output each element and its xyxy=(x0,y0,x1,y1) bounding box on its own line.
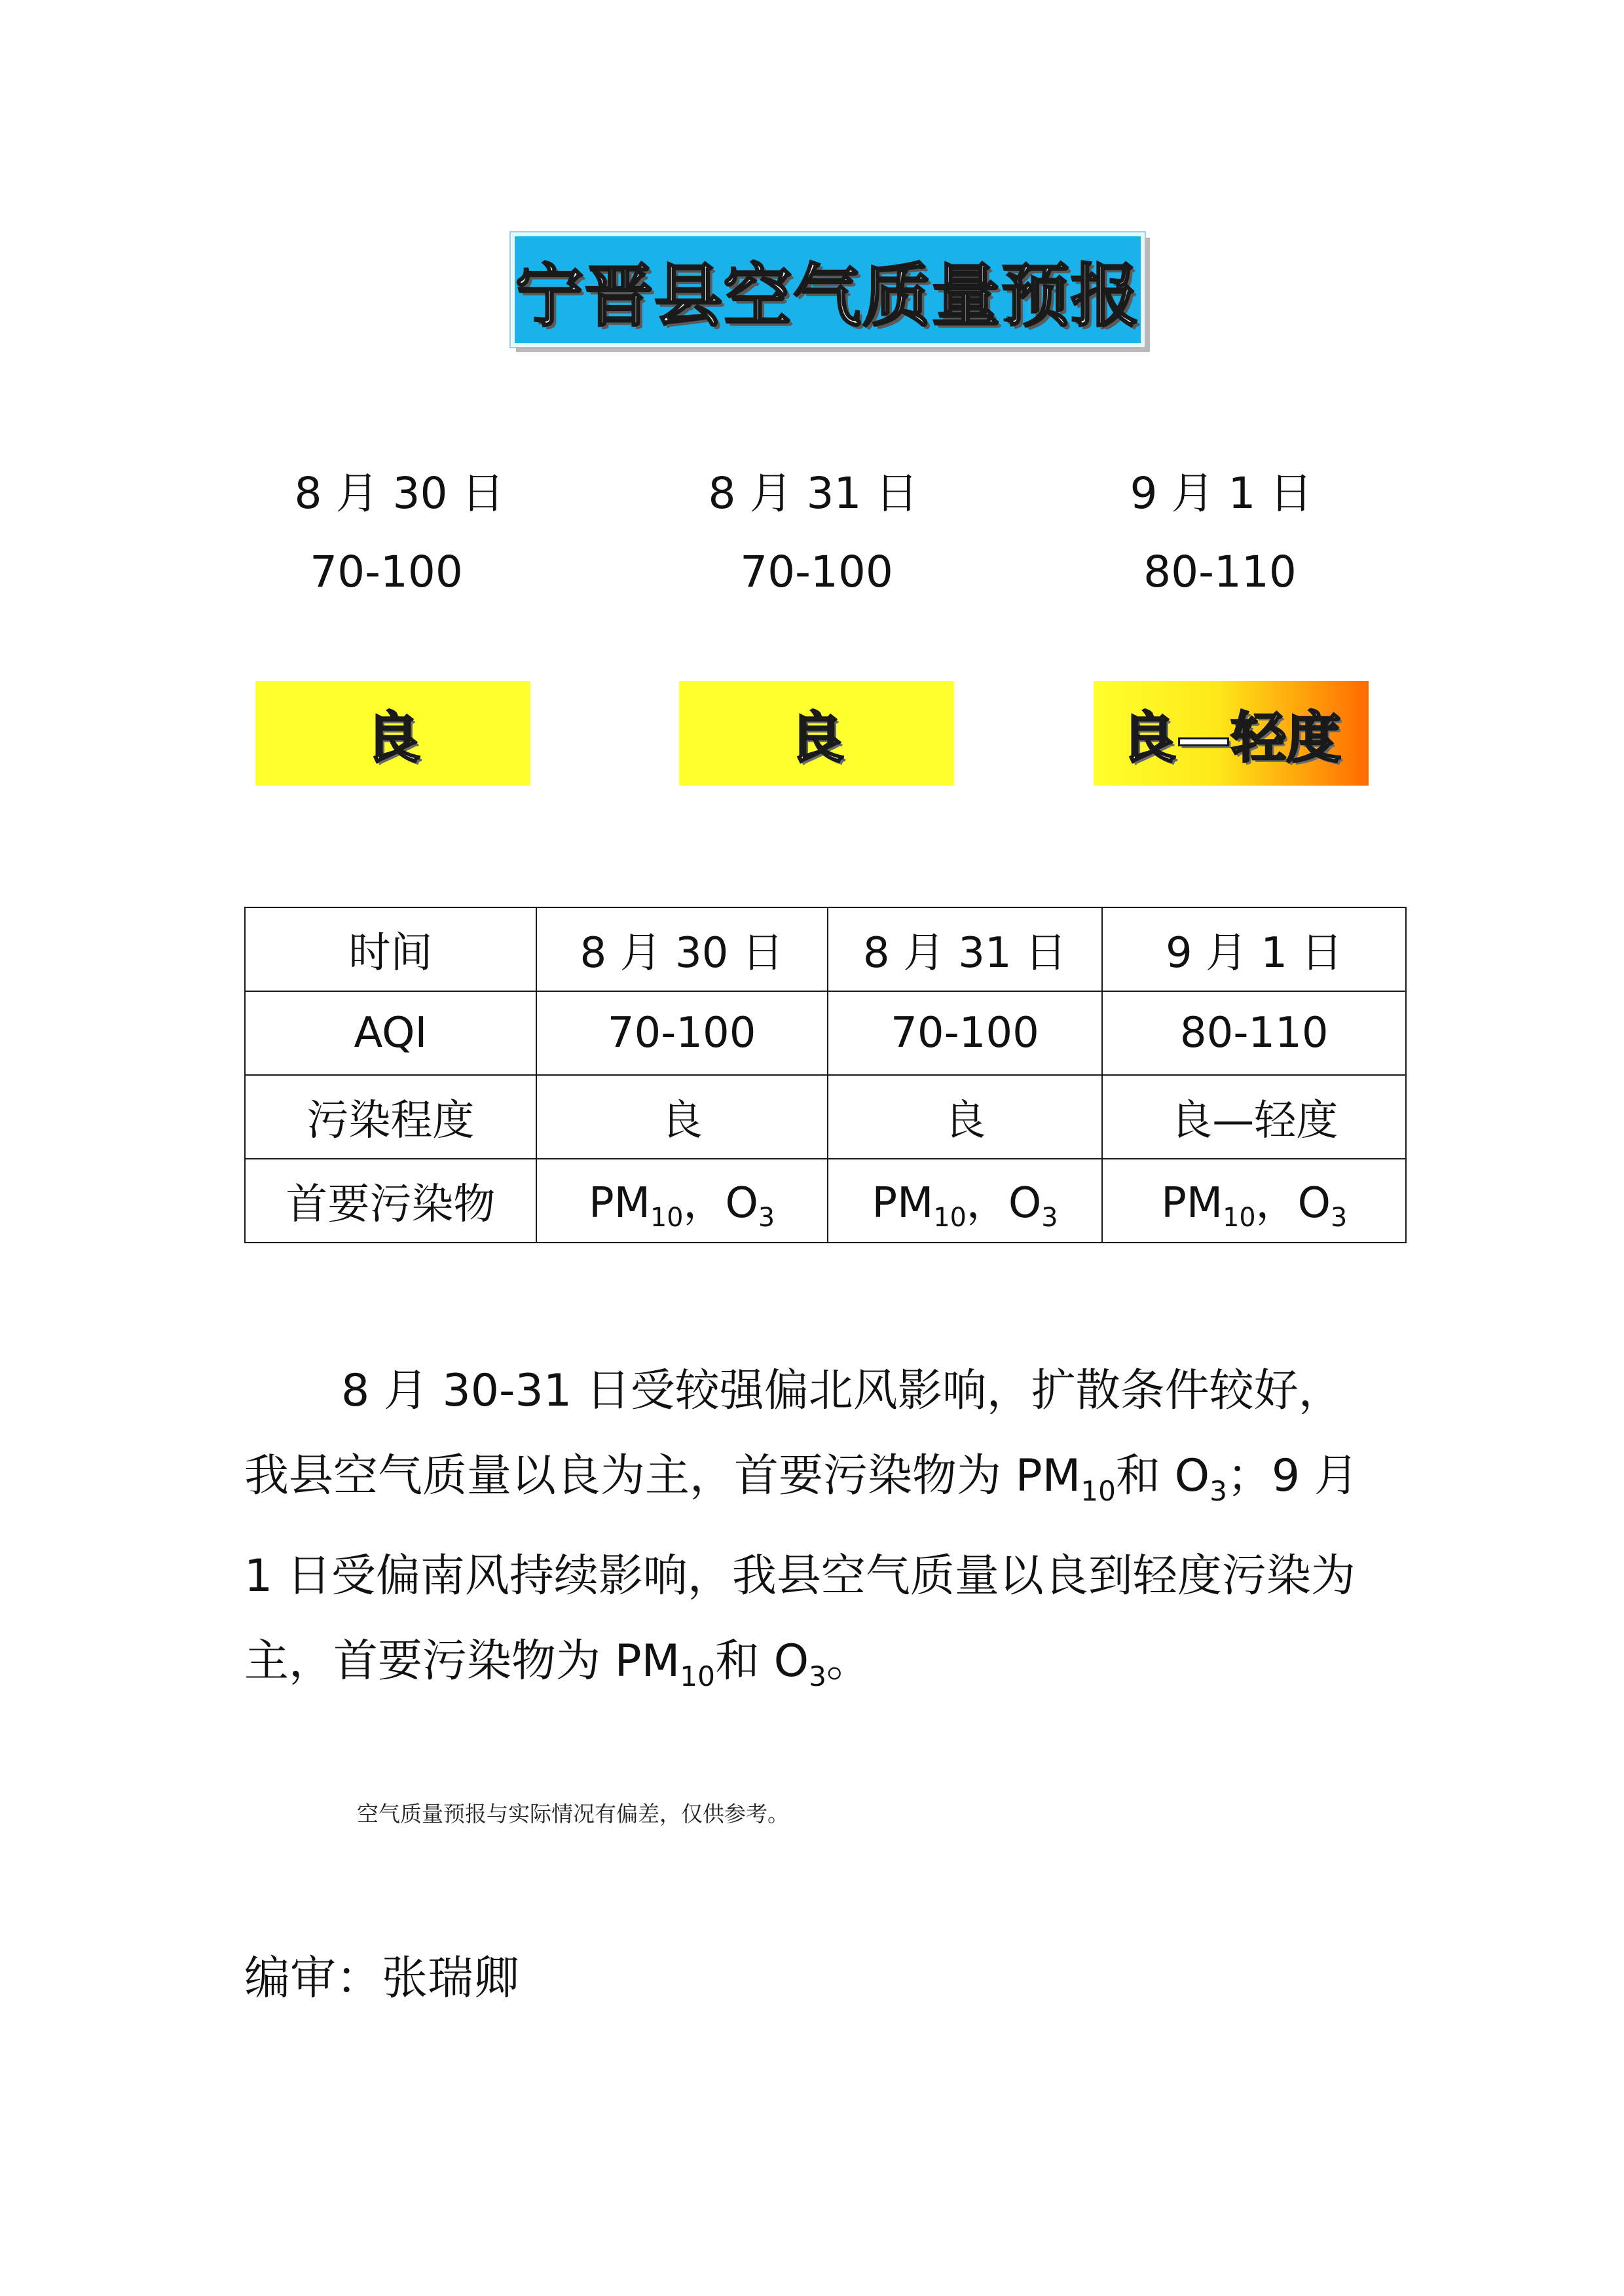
pollutant-o-sub: 3 xyxy=(1330,1202,1348,1233)
table-cell: 80-110 xyxy=(1102,991,1406,1075)
description-sub-4: 3 xyxy=(809,1660,826,1692)
description-sub-1: 10 xyxy=(1080,1474,1116,1507)
pollutant-o-sub: 3 xyxy=(1041,1202,1058,1233)
pollutant-pm-sub: 10 xyxy=(650,1202,684,1233)
pollutant-o-sub: 3 xyxy=(758,1202,775,1233)
forecast-description xyxy=(244,1349,1371,1719)
description-sub-2: 3 xyxy=(1209,1474,1227,1507)
table-header-cell: 8 月 31 日 xyxy=(828,907,1103,991)
table-row-label: AQI xyxy=(245,991,536,1075)
title-banner xyxy=(511,232,1145,347)
table-row-label: 首要污染物 xyxy=(245,1159,536,1243)
description-text-2: 和 O xyxy=(1115,1450,1210,1502)
level-box-2 xyxy=(679,681,954,786)
table-row xyxy=(245,1159,1406,1243)
pollutant-cell xyxy=(536,1159,828,1243)
description-sub-3: 10 xyxy=(680,1660,715,1692)
table-cell: 良—轻度 xyxy=(1102,1075,1406,1159)
pollutant-pm: PM xyxy=(872,1178,934,1228)
table-header-cell: 时间 xyxy=(245,907,536,991)
pollutant-pm-sub: 10 xyxy=(1223,1202,1256,1233)
disclaimer-note: 空气质量预报与实际情况有偏差，仅供参考。 xyxy=(357,1801,789,1827)
level-box-1 xyxy=(255,681,530,786)
level-label-3: 良—轻度 xyxy=(1120,705,1341,770)
pollutant-pm-sub: 10 xyxy=(933,1202,967,1233)
table-header-cell: 8 月 30 日 xyxy=(536,907,828,991)
table-cell: 70-100 xyxy=(828,991,1103,1075)
forecast-range-2: 70-100 xyxy=(740,547,893,597)
page-title: 宁晋县空气质量预报 xyxy=(515,255,1140,336)
pollutant-sep: ， xyxy=(966,1178,1008,1228)
description-text-3: ；9 月 1 日受偏南风持续影响，我县空气质量以良到轻度污染为主，首要污染物为 PM xyxy=(244,1450,1359,1687)
forecast-range-1: 70-100 xyxy=(310,547,463,597)
table-row-label: 污染程度 xyxy=(245,1075,536,1159)
table-cell: 70-100 xyxy=(536,991,828,1075)
pollutant-pm: PM xyxy=(1161,1178,1223,1228)
level-box-3 xyxy=(1094,681,1369,786)
table-row xyxy=(245,991,1406,1075)
table-header-cell: 9 月 1 日 xyxy=(1102,907,1406,991)
pollutant-pm: PM xyxy=(589,1178,650,1228)
pollutant-sep: ， xyxy=(683,1178,726,1228)
table-row xyxy=(245,1075,1406,1159)
editor-line: 编审：张瑞卿 xyxy=(244,1951,519,2005)
table-cell: 良 xyxy=(536,1075,828,1159)
forecast-date-1: 8 月 30 日 xyxy=(294,468,505,519)
forecast-range-3: 80-110 xyxy=(1143,547,1297,597)
description-text-4: 和 O xyxy=(714,1635,809,1687)
level-label-2: 良 xyxy=(788,705,844,770)
forecast-table xyxy=(244,907,1407,1243)
forecast-date-2: 8 月 31 日 xyxy=(708,468,919,519)
pollutant-o: O xyxy=(725,1178,758,1228)
table-cell: 良 xyxy=(828,1075,1103,1159)
pollutant-sep: ， xyxy=(1255,1178,1298,1228)
description-text-1: 8 月 30-31 日受较强偏北风影响，扩散条件较好，我县空气质量以良为主，首要污染物为 PM xyxy=(244,1365,1343,1502)
table-row xyxy=(245,907,1406,991)
pollutant-cell xyxy=(828,1159,1103,1243)
level-label-1: 良 xyxy=(365,705,420,770)
description-text-5: 。 xyxy=(826,1635,871,1687)
pollutant-o: O xyxy=(1008,1178,1042,1228)
forecast-date-3: 9 月 1 日 xyxy=(1130,468,1313,519)
pollutant-o: O xyxy=(1297,1178,1331,1228)
pollutant-cell xyxy=(1102,1159,1406,1243)
